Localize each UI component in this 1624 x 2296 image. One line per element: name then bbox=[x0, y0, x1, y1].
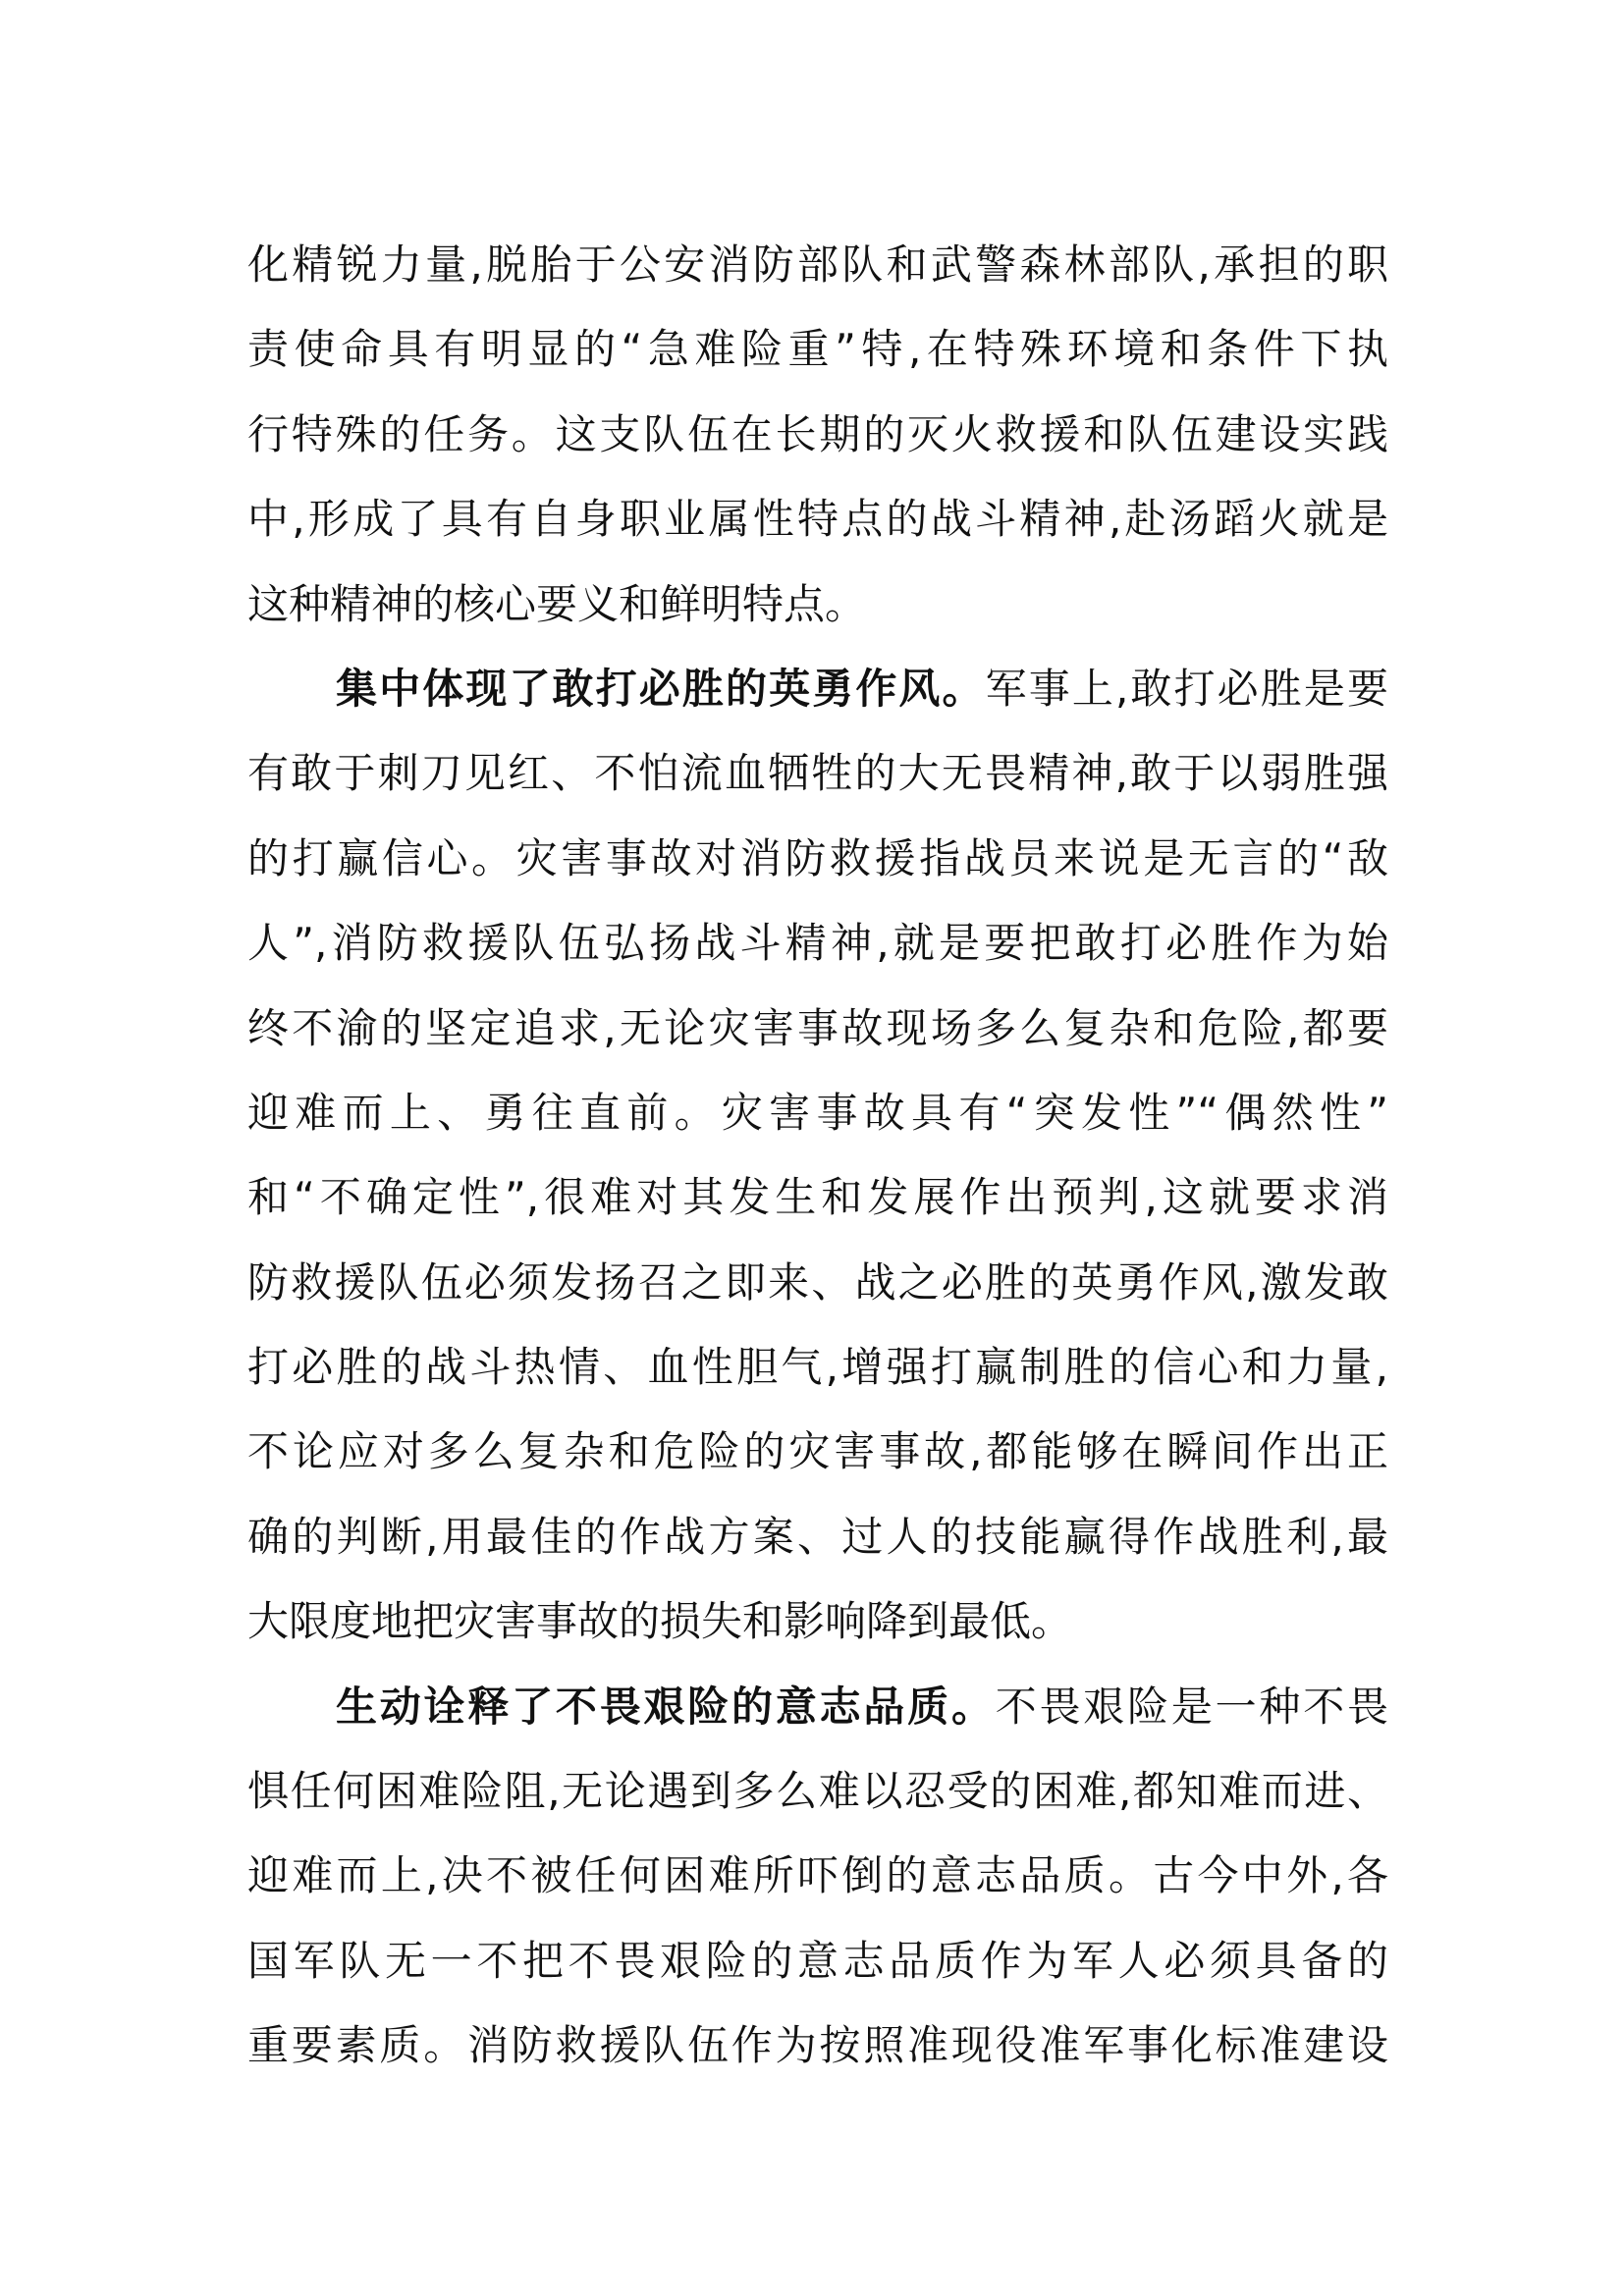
text-line: 这种精神的核心要义和鲜明特点。 bbox=[247, 579, 867, 628]
text-line: 人”,消防救援队伍弘扬战斗精神,就是要把敢打必胜作为始 bbox=[247, 919, 1388, 968]
text-line: 迎难而上,决不被任何困难所吓倒的意志品质。古今中外,各 bbox=[247, 1851, 1388, 1900]
paragraph-heading: 集中体现了敢打必胜的英勇作风。 bbox=[336, 664, 986, 713]
text-run: 军事上,敢打必胜是要 bbox=[985, 664, 1388, 713]
paragraph-3 bbox=[247, 1678, 1388, 2102]
text-line bbox=[247, 1678, 1388, 1762]
text-line: 化精锐力量,脱胎于公安消防部队和武警森林部队,承担的职 bbox=[247, 240, 1388, 289]
text-line: 大限度地把灾害事故的损失和影响降到最低。 bbox=[247, 1597, 1073, 1646]
text-run: 不畏艰险是一种不畏 bbox=[995, 1682, 1388, 1731]
paragraph-2 bbox=[247, 660, 1388, 1678]
paragraph-heading: 生动诠释了不畏艰险的意志品质。 bbox=[336, 1682, 996, 1731]
document-page bbox=[247, 236, 1388, 2102]
text-line: 防救援队伍必须发扬召之即来、战之必胜的英勇作风,激发敢 bbox=[247, 1257, 1388, 1307]
text-line: 重要素质。消防救援队伍作为按照准现役准军事化标准建设 bbox=[247, 2021, 1388, 2070]
text-line: 中,形成了具有自身职业属性特点的战斗精神,赴汤蹈火就是 bbox=[247, 495, 1388, 544]
text-line: 打必胜的战斗热情、血性胆气,增强打赢制胜的信心和力量, bbox=[247, 1343, 1388, 1392]
text-line: 的打赢信心。灾害事故对消防救援指战员来说是无言的“敌 bbox=[247, 833, 1388, 882]
text-line bbox=[247, 660, 1388, 744]
text-line: 惧任何困难险阻,无论遇到多么难以忍受的困难,都知难而进、 bbox=[247, 1767, 1388, 1816]
text-line: 和“不确定性”,很难对其发生和发展作出预判,这就要求消 bbox=[247, 1173, 1388, 1222]
text-line: 国军队无一不把不畏艰险的意志品质作为军人必须具备的 bbox=[247, 1936, 1388, 1985]
text-line: 行特殊的任务。这支队伍在长期的灭火救援和队伍建设实践 bbox=[247, 409, 1388, 458]
text-line: 不论应对多么复杂和危险的灾害事故,都能够在瞬间作出正 bbox=[247, 1427, 1388, 1476]
text-line: 确的判断,用最佳的作战方案、过人的技能赢得作战胜利,最 bbox=[247, 1512, 1388, 1561]
text-line: 责使命具有明显的“急难险重”特,在特殊环境和条件下执 bbox=[247, 325, 1388, 374]
text-line: 终不渝的坚定追求,无论灾害事故现场多么复杂和危险,都要 bbox=[247, 1003, 1388, 1052]
paragraph-1 bbox=[247, 236, 1388, 660]
text-line: 迎难而上、勇往直前。灾害事故具有“突发性”“偶然性” bbox=[247, 1088, 1388, 1137]
text-line: 有敢于刺刀见红、不怕流血牺牲的大无畏精神,敢于以弱胜强 bbox=[247, 749, 1388, 798]
